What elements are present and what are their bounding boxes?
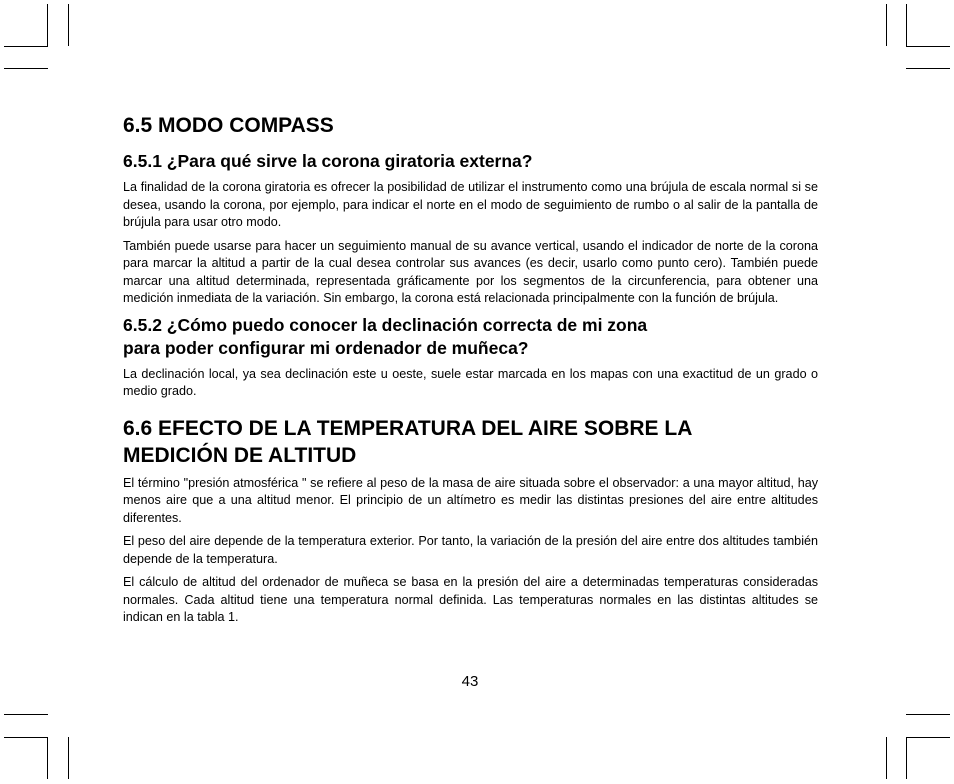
crop-mark [906,4,907,46]
section-title-6-6 [123,415,818,469]
crop-mark [47,4,48,46]
subsection-title-6-5-2 [123,314,818,360]
crop-mark [906,737,950,738]
title-line: para poder configurar mi ordenador de muñeca? [123,337,529,358]
paragraph: El peso del aire depende de la temperatura exterior. Por tanto, la variación de la presión del aire entre dos altitudes también depende de la temperatura. [123,534,818,566]
crop-mark [4,714,48,715]
crop-mark [4,46,48,47]
section-title-6-5: 6.5 MODO COMPASS [123,114,334,137]
crop-mark [4,68,48,69]
paragraph: El término "presión atmosférica " se refiere al peso de la masa de aire situada sobre el observador: a una mayor altitud, hay menos aire que a una altitud menor. El principio de un altímetro es medir las distintas presiones del aire entre altitudes diferentes. [123,475,818,525]
crop-mark [886,4,887,46]
title-line: 6.6 EFECTO DE LA TEMPERATURA DEL AIRE SOBRE LA [123,416,693,440]
crop-mark [906,737,907,779]
page-number: 43 [461,673,479,690]
crop-mark [906,714,950,715]
crop-mark [4,737,48,738]
paragraph: La declinación local, ya sea declinación este u oeste, suele estar marcada en los mapas con una exactitud de un grado o medio grado. [123,366,818,398]
title-line: 6.5.2 ¿Cómo puedo conocer la declinación correcta de mi zona [123,314,648,335]
crop-mark [68,4,69,46]
paragraph: El cálculo de altitud del ordenador de muñeca se basa en la presión del aire a determinadas temperaturas consideradas normales. Cada altitud tiene una temperatura normal definida. Las temperaturas normales en las distintas altitudes se indican en la tabla 1. [123,575,818,624]
crop-mark [68,737,69,779]
paragraph: La finalidad de la corona giratoria es ofrecer la posibilidad de utilizar el instrumento como una brújula de escala normal si se desea, usando la corona, por ejemplo, para indicar el norte en el modo de seguimiento de rumbo o al salir de la pantalla de brújula para usar otro modo. [123,180,818,229]
paragraph: También puede usarse para hacer un seguimiento manual de su avance vertical, usando el indicador de norte de la corona para marcar la altitud a partir de la cual desea controlar sus avances (es decir, usarlo como punto cero). También puede marcar una altitud determinada, representada gráficamente por los segmentos de la circunferencia, para obtener una medición inmediata de la variación. Sin embargo, la corona está relacionada principalmente con la función de brújula. [123,238,818,305]
crop-mark [886,737,887,779]
subsection-title-6-5-1: 6.5.1 ¿Para qué sirve la corona giratoria externa? [123,151,533,171]
crop-mark [906,46,950,47]
crop-mark [906,68,950,69]
crop-mark [47,737,48,779]
title-line: MEDICIÓN DE ALTITUD [123,443,357,467]
page-content [123,112,818,633]
